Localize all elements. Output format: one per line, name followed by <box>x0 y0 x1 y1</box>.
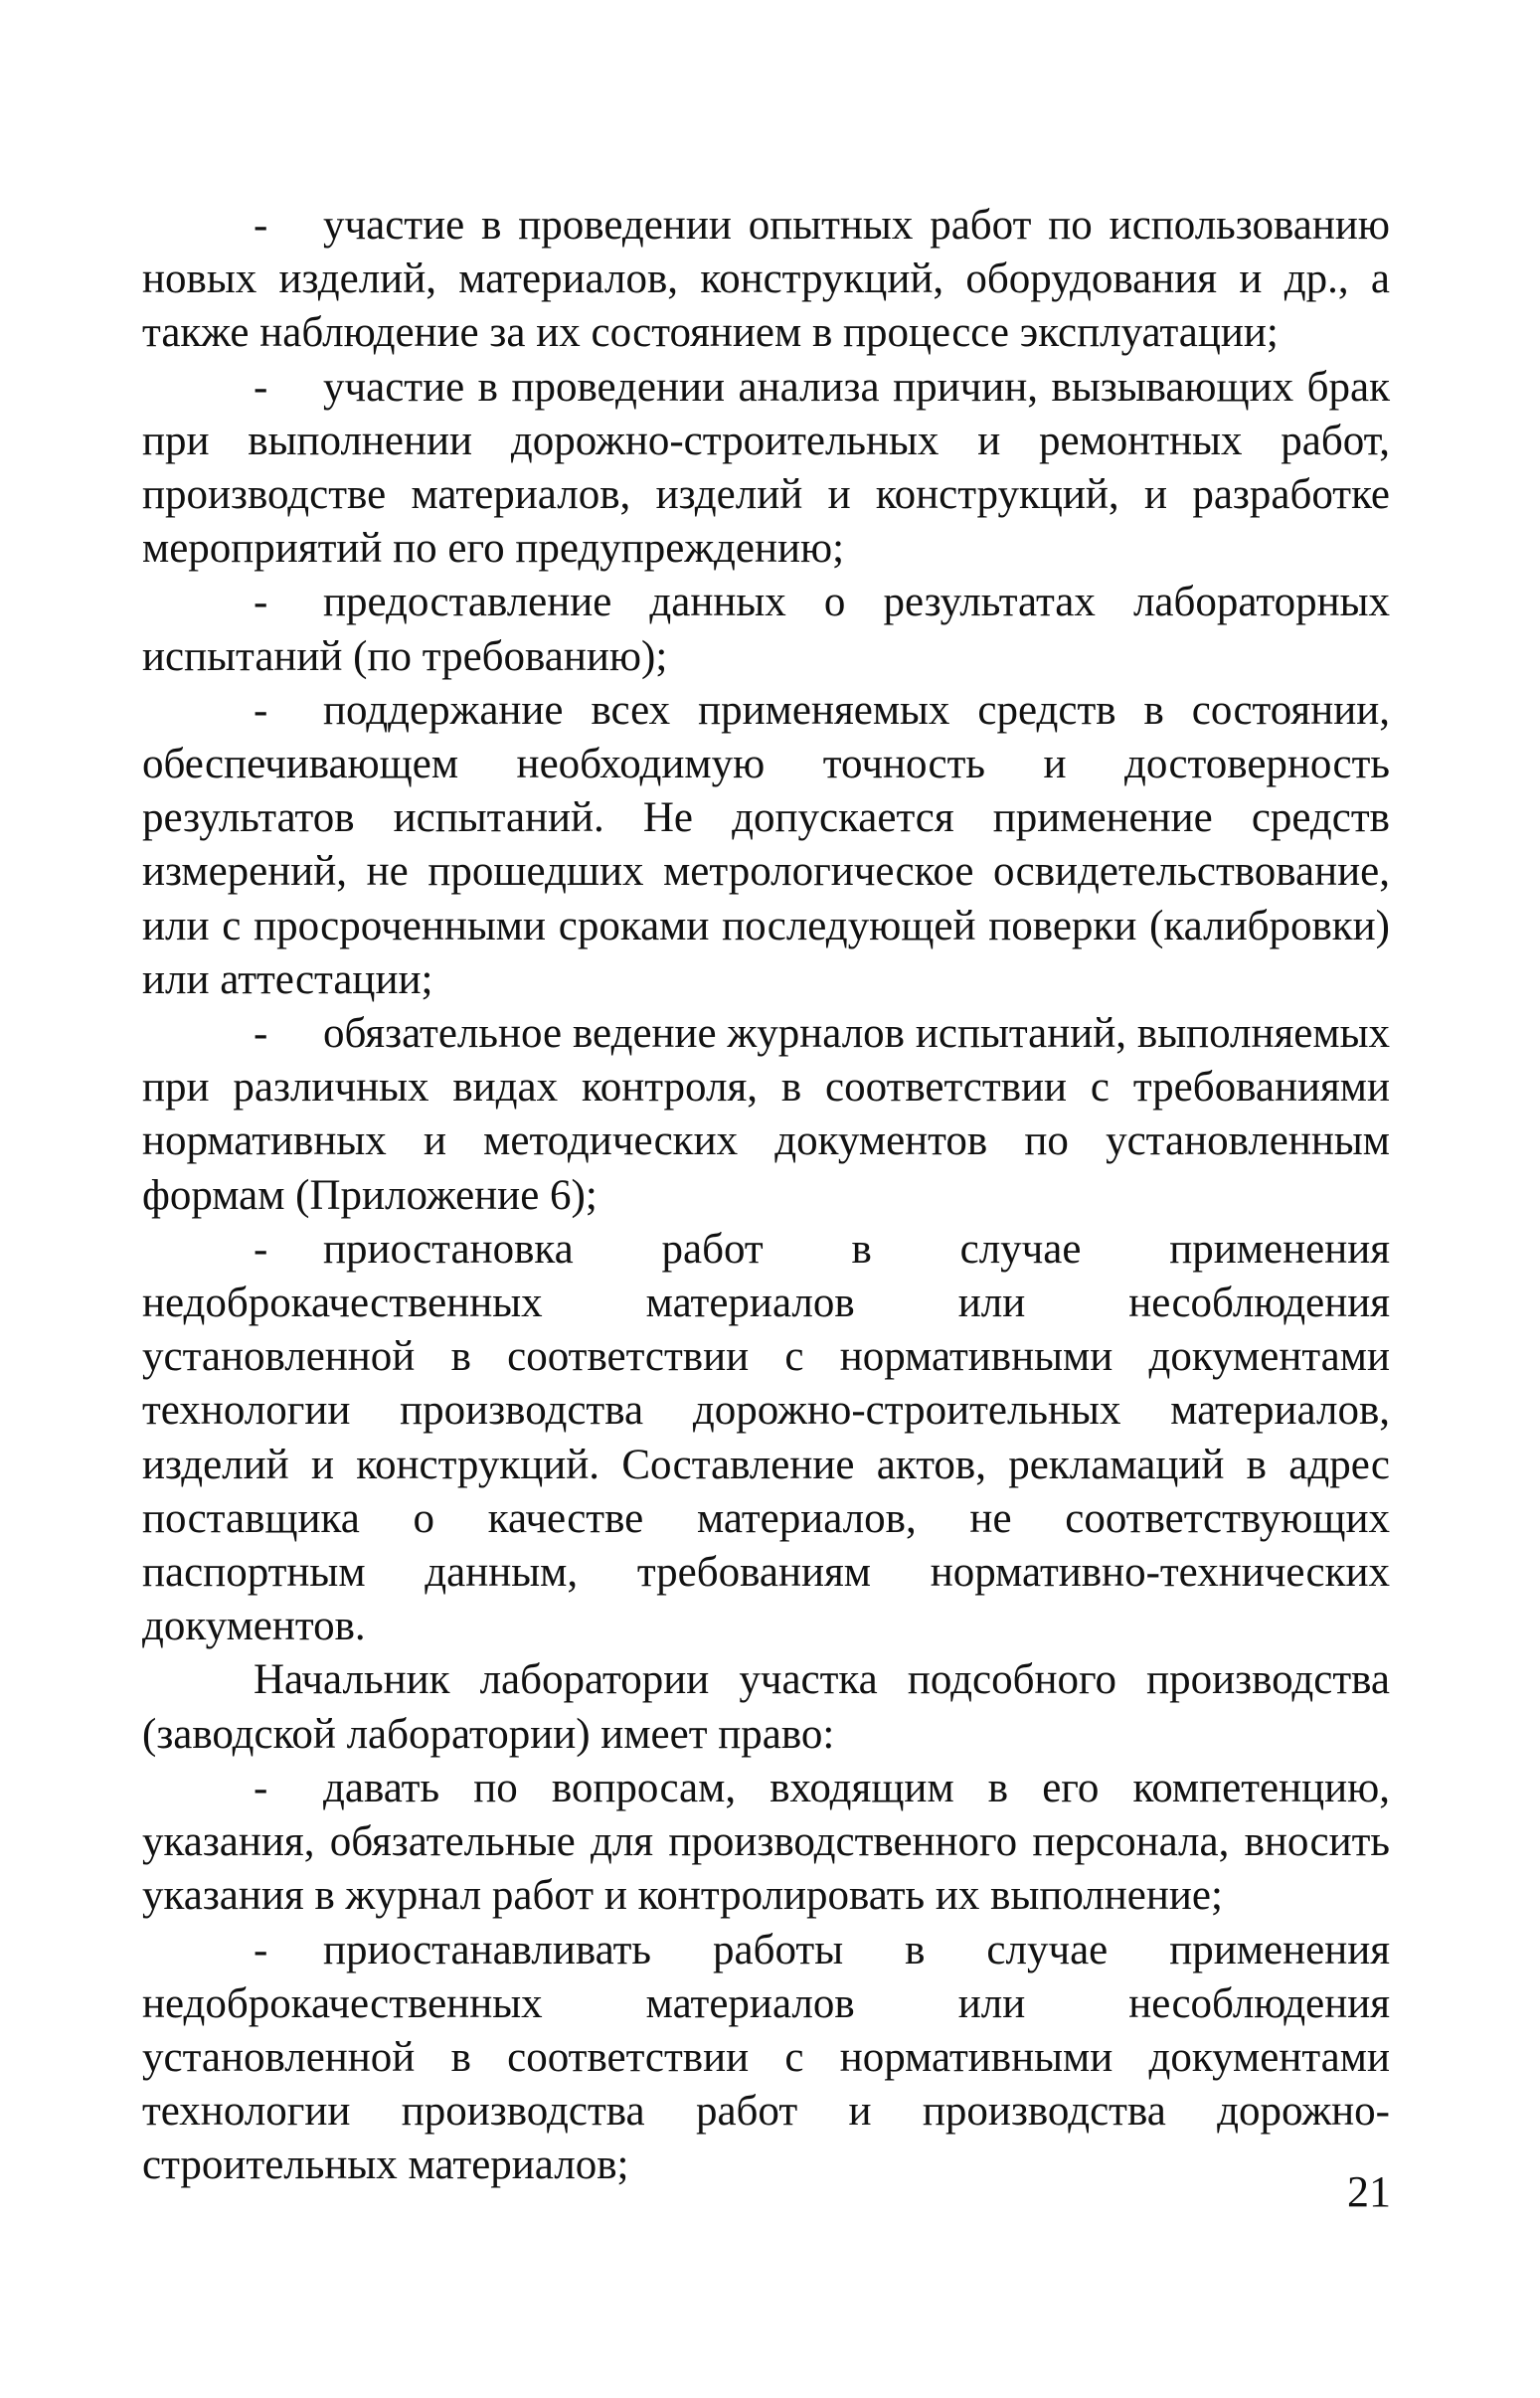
body-text <box>142 199 1390 2193</box>
bullet-dash: - <box>254 579 268 626</box>
page-number: 21 <box>1347 2167 1391 2216</box>
paragraph-text: приостановка работ в случае применения недоброкачественных материалов или несоблюдения установленной в соответствии с нормативными документами технологии производства дорожно-строительных материалов, изделий и конструкций. Составление актов, рекламаций в адрес поставщика о качестве материалов, не соответствующих паспортным данным, требованиям нормативно-технических документов. <box>142 1225 1390 1650</box>
bullet-dash: - <box>254 1225 268 1273</box>
paragraph-text: обязательное ведение журналов испытаний, выполняемых при различных видах контроля, в соответствии с требованиями нормативных и методических документов по установленным формам (Приложение 6); <box>142 1010 1390 1219</box>
bullet-paragraph <box>142 684 1390 1007</box>
bullet-paragraph <box>142 361 1390 577</box>
paragraph-text: участие в проведении опытных работ по использованию новых изделий, материалов, конструкций, оборудования и др., а также наблюдение за их состоянием в процессе эксплуатации; <box>142 202 1390 357</box>
bullet-dash: - <box>254 363 268 411</box>
bullet-dash: - <box>254 1010 268 1058</box>
bullet-dash: - <box>254 1926 268 1973</box>
bullet-dash: - <box>254 1764 268 1811</box>
bullet-paragraph <box>142 1223 1390 1654</box>
bullet-paragraph <box>142 1924 1390 2193</box>
paragraph-text: давать по вопросам, входящим в его компетенцию, указания, обязательные для производственного персонала, вносить указания в журнал работ и контролировать их выполнение; <box>142 1764 1390 1920</box>
paragraph-text: участие в проведении анализа причин, вызывающих брак при выполнении дорожно-строительных и ремонтных работ, производстве материалов, изделий и конструкций, и разработке мероприятий по его предупреждению; <box>142 363 1390 573</box>
bullet-paragraph <box>142 576 1390 683</box>
section-intro-paragraph <box>142 1653 1390 1761</box>
paragraph-text: Начальник лаборатории участка подсобного производства (заводской лаборатории) имеет право: <box>142 1656 1390 1758</box>
bullet-dash: - <box>254 202 268 249</box>
bullet-paragraph <box>142 1762 1390 1924</box>
paragraph-text: поддержание всех применяемых средств в состоянии, обеспечивающем необходимую точность и достоверность результатов испытаний. Не допускается применение средств измерений, не прошедших метрологическое освидетельствование, или с просроченными сроками последующей поверки (калибровки) или аттестации; <box>142 686 1390 1003</box>
bullet-dash: - <box>254 686 268 734</box>
bullet-paragraph <box>142 1007 1390 1223</box>
paragraph-text: приостанавливать работы в случае применения недоброкачественных материалов или несоблюдения установленной в соответствии с нормативными документами технологии производства работ и производства дорожно-строительных материалов; <box>142 1926 1390 2189</box>
paragraph-text: предоставление данных о результатах лабораторных испытаний (по требованию); <box>142 579 1390 680</box>
bullet-paragraph <box>142 199 1390 361</box>
